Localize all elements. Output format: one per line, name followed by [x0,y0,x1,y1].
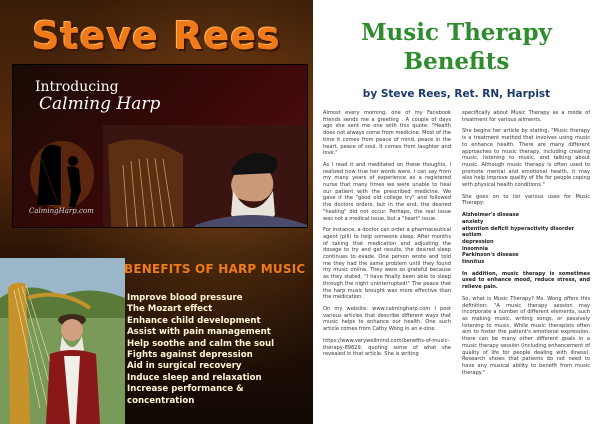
intro-banner [12,64,308,228]
logo-text: CalmingHarp.com [29,207,94,215]
article-byline: by Steve Rees, Ret. RN, Harpist [362,88,551,100]
article-paragraph: She begins her article by stating, "Music therapy is a treatment method that involves using music to enhance health. There are many different approaches to music therapy, including creating music, listening to music, and talking about music. Although music therapy is often used to promote mental and emotional health, it may also help improve quality of life for people coping with physical health conditions." [462,128,590,189]
harpist-photo [103,125,307,228]
article-column-2 [462,110,590,381]
intro-title [35,79,205,113]
intro-line-1: Introducing [35,79,119,95]
article-paragraph: Almost every morning, one of my Facebook friends sends me a greeting . A couple of days ago she sent me one with this quote: "Health does not always come from medicine. Most of the time it comes from peace of mind, peace in the heart, peace of soul. It comes from laughter and love." [323,110,451,157]
article-panel [313,0,600,424]
condition-item: attention deficit hyperactivity disorder [462,225,575,232]
benefits-list [127,293,312,407]
condition-item: anxiety [462,218,484,225]
benefit-item: Enhance child development [127,315,261,326]
article-title: Music Therapy Benefits [361,19,552,75]
condition-item: Alzheimer's disease [462,212,519,219]
condition-item: Parkinson's disease [462,252,519,259]
condition-item: insomnia [462,245,489,252]
article-paragraph: https://www.verywellmind.com/benefits-of-music-therapy-89829, quoting some of what she revealed in that article. She is writing [323,337,451,358]
article-paragraph: For instance, a doctor can order a pharmaceutical agent (pill) to help someone sleep. After months of taking that medication and adjusting the dosage to try and get results, the desired sleep continues to evade. One person wrote and told me they had the same problem until they found my music online. They were so grateful because as they stated, "I have finally been able to sleep through the night uninterrupted!" The peace that the harp music brought was more effective than the medication. [323,227,451,301]
benefit-item: Induce sleep and relaxation [127,372,262,383]
benefit-item: Fights against depression [127,350,253,361]
benefit-item: Assist with pain management [127,327,271,338]
conditions-list [462,212,590,266]
benefit-item: Aid in surgical recovery [127,361,242,372]
article-paragraph: So, what is Music Therapy? Ms. Wong offers this definition: "A music therapy session may incorporate a number of different elements, such as making music, writing songs, or passively listening to music. While music therapists often aim to foster the patient's emotional expression, there can be many other different goals in a music therapy session (including enhancement of quality of life for people dealing with illness). Research shows that patients do not need to have any musical ability to benefit from music therapy." [462,295,590,376]
article-paragraph: She goes on to list various uses for Music Therapy: [462,193,590,207]
article-paragraph: In addition, music therapy is sometimes used to enhance mood, reduce stress, and relieve pain. [462,270,590,291]
condition-item: autism [462,232,482,239]
article-paragraph: As I read it and meditated on these thoughts, I realized how true her words were. I can say from my many years of experience as a registered nurse that many times we were unable to heal our patient with the prescribed medicine. We gave it the "good old college try" and followed the doctors orders, but in the end, the desired "healing" did not occur. Perhaps, the real issue was not a medical issue, but a "heart" issue. [323,161,451,222]
condition-item: depression [462,238,494,245]
benefits-title: BENEFITS OF HARP MUSIC [124,262,306,276]
article-paragraph: On my website: www.calmingharp.com I post various articles that describe different ways that music helps to enhance our health. One such article comes from Cathy Wong in an e-zine. [323,305,451,333]
benefit-item: The Mozart effect [127,304,213,315]
article-column-1 [323,110,451,363]
benefit-item: Increase performance & concentration [127,384,244,406]
intro-line-2: Calming Harp [39,94,161,114]
harpist-silhouette-icon [27,135,97,210]
harpist-outdoor-photo [0,258,125,424]
benefit-item: Help soothe and calm the soul [127,338,275,349]
condition-item: tinnitus [462,259,485,266]
article-paragraph: specifically about Music Therapy as a mode of treatment for various ailments. [462,110,590,123]
artist-name: Steve Rees [32,14,281,58]
benefit-item: Improve blood pressure [127,293,243,303]
